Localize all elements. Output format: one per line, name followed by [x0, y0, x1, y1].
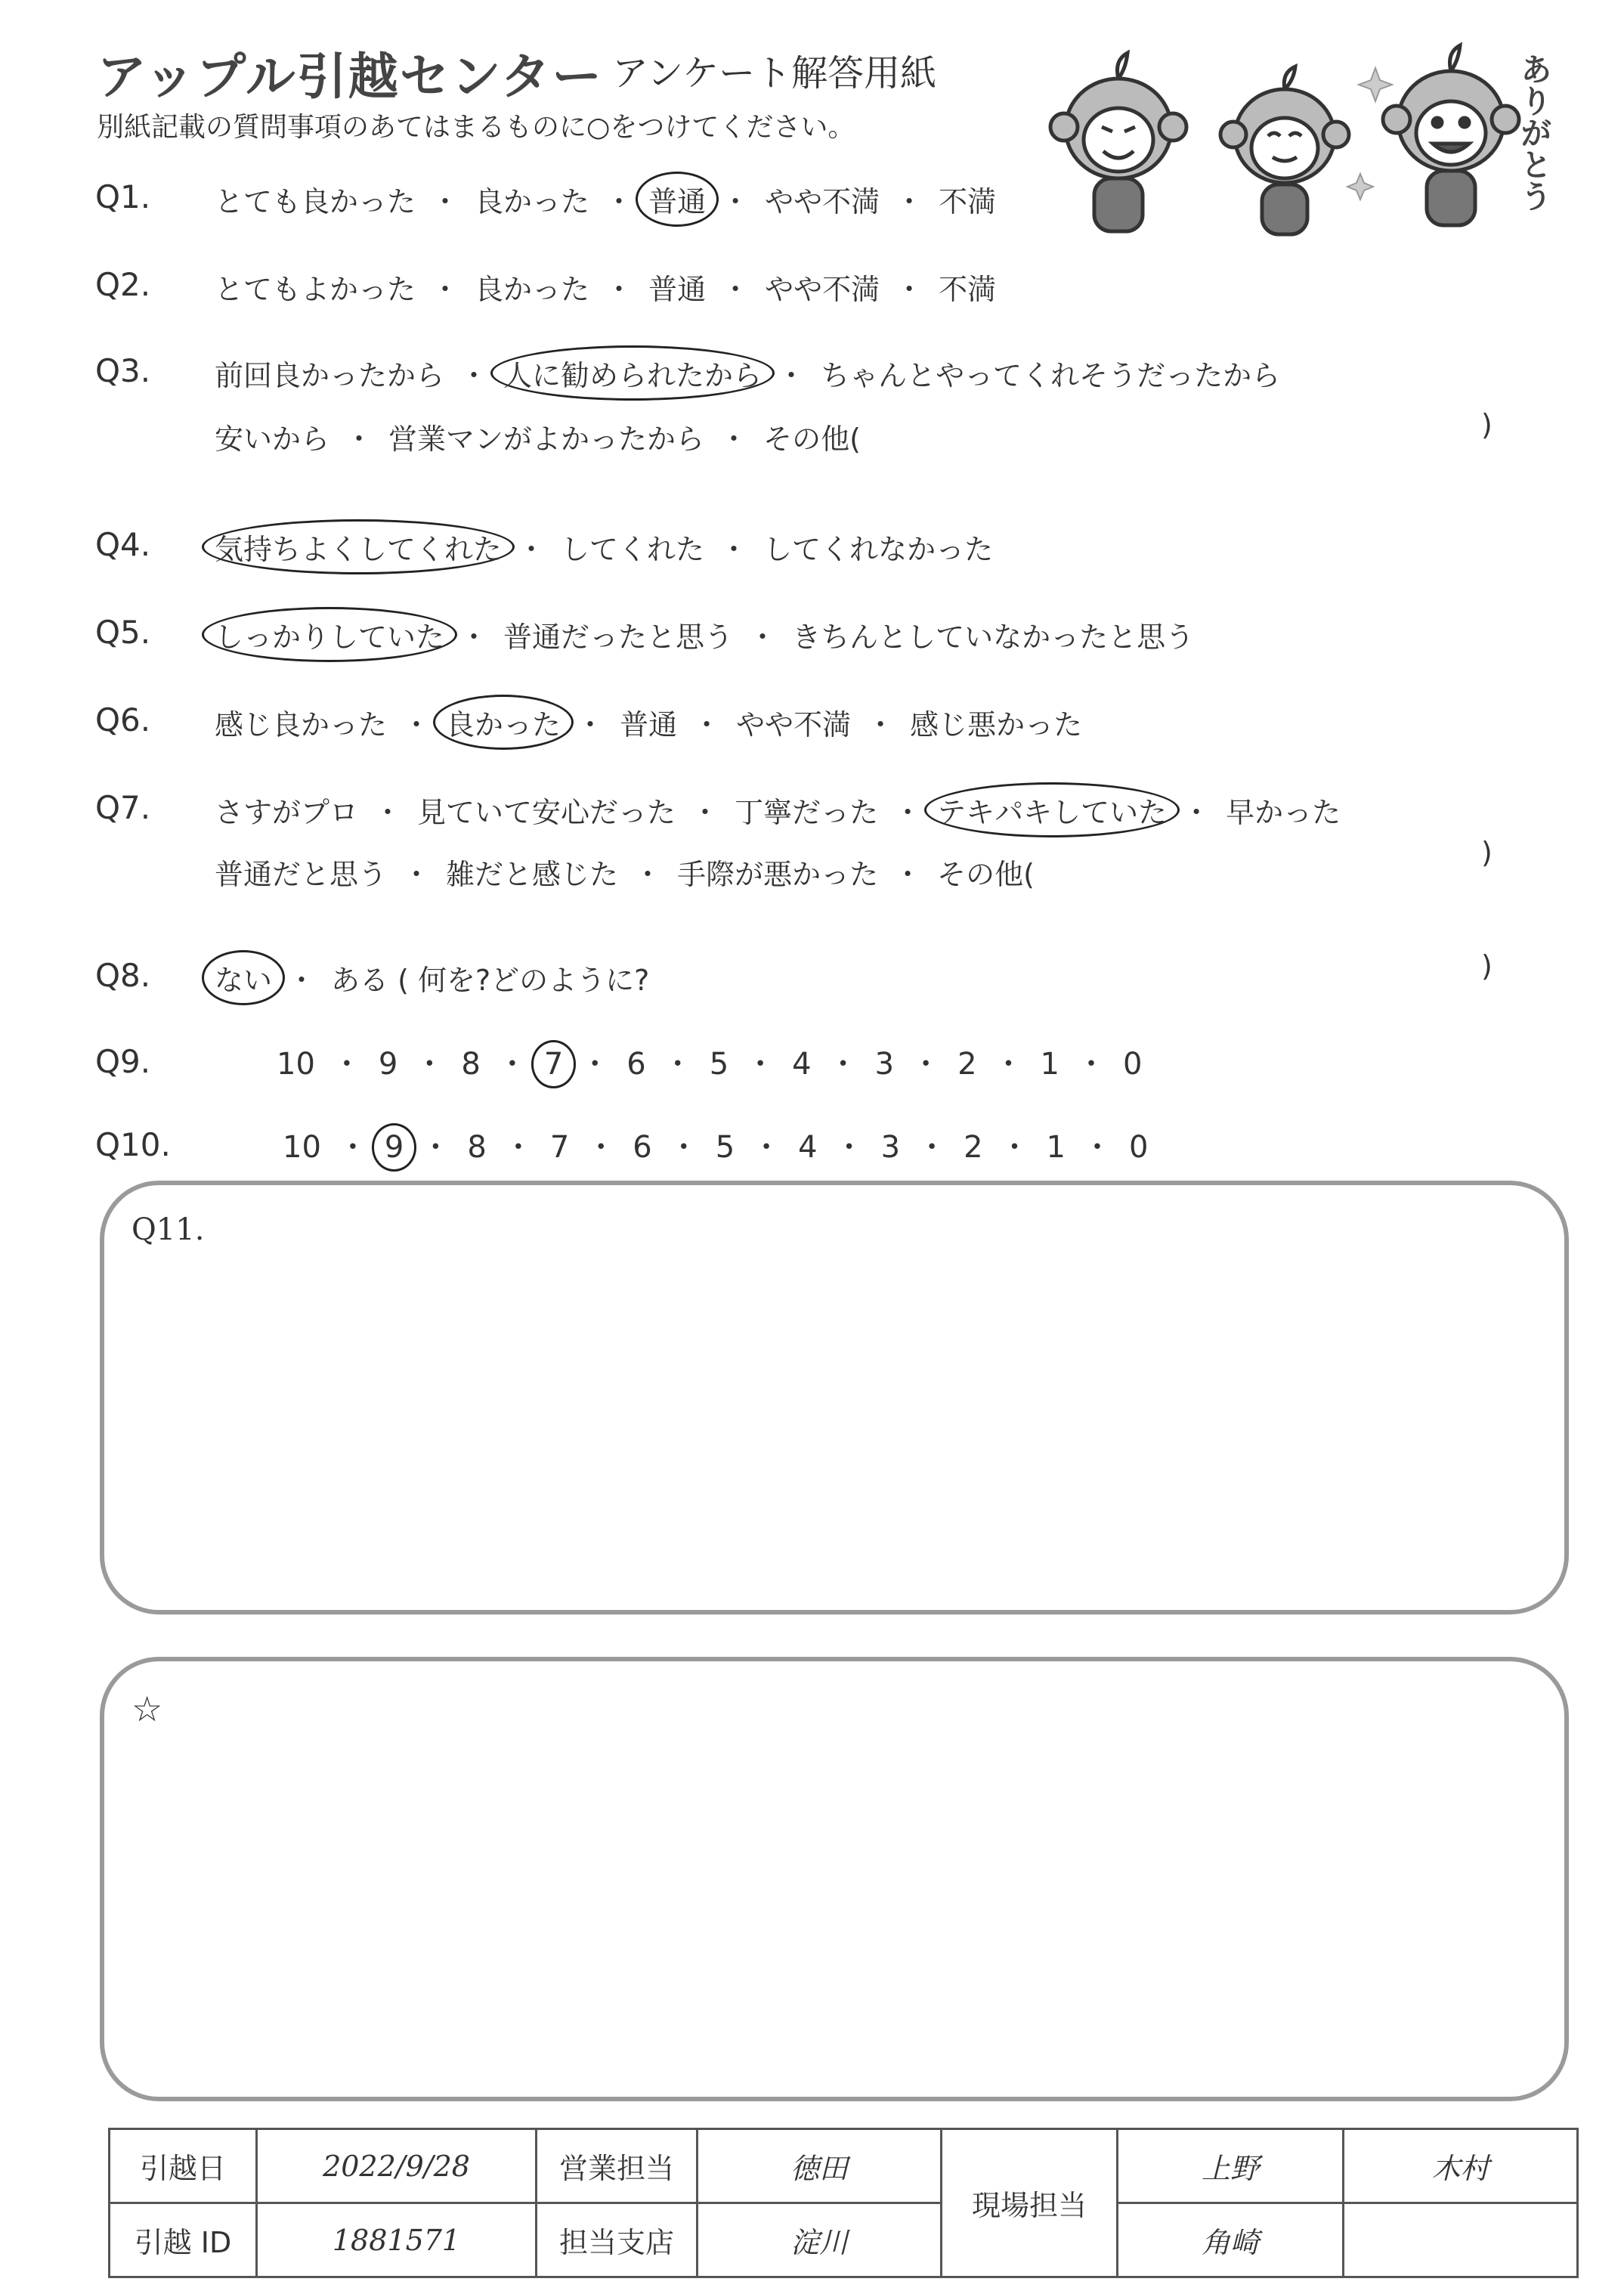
option[interactable]: ちゃんとやってくれそうだったから	[821, 359, 1281, 392]
option[interactable]: 普通だったと思う	[503, 621, 734, 654]
rating-option[interactable]: 5	[715, 1130, 735, 1165]
option[interactable]: 感じ良かった	[215, 708, 388, 741]
question-options-q7-line2: 普通だと思う ・ 雑だと感じた ・ 手際が悪かった ・ その他(	[215, 851, 1035, 893]
site-staff-label: 現場担当	[942, 2129, 1118, 2277]
question-label-q1: Q1.	[95, 178, 151, 215]
question-label-q5: Q5.	[95, 614, 151, 651]
question-label-q3: Q3.	[95, 352, 151, 389]
question-options-q2: とてもよかった ・ 良かった ・ 普通 ・ やや不満 ・ 不満	[215, 266, 996, 308]
question-options-q8: ない ・ ある ( 何を?どのように?	[215, 957, 649, 998]
option[interactable]: 前回良かったから	[215, 359, 445, 392]
option-selected[interactable]: しっかりしていた	[202, 607, 457, 662]
rating-option[interactable]: 0	[1128, 1130, 1149, 1165]
form-instruction: 別紙記載の質問事項のあてはまるものに○をつけてください。	[97, 112, 855, 143]
sales-value[interactable]: 徳田	[698, 2129, 942, 2203]
option[interactable]: 普通	[648, 273, 707, 306]
move-date-value[interactable]: 2022/9/28	[257, 2129, 537, 2203]
option[interactable]: 良かった	[475, 185, 590, 218]
question-label-q7: Q7.	[95, 789, 151, 826]
option[interactable]: とてもよかった	[215, 273, 416, 306]
rating-option[interactable]: 8	[467, 1130, 487, 1165]
option[interactable]: 営業マンがよかったから	[388, 423, 705, 456]
rating-option[interactable]: 0	[1122, 1047, 1143, 1082]
rating-option-selected[interactable]: 9	[372, 1123, 416, 1172]
question-options-q7-line1: さすがプロ ・ 見ていて安心だった ・ 丁寧だった ・ テキパキしていた ・ 早かった	[215, 789, 1341, 831]
star-icon: ☆	[131, 1689, 163, 1729]
rating-option[interactable]: 2	[957, 1047, 977, 1082]
rating-option[interactable]: 9	[378, 1047, 398, 1082]
question-label-q10: Q10.	[95, 1126, 171, 1163]
move-id-label: 引越 ID	[110, 2203, 257, 2277]
question-label-q6: Q6.	[95, 701, 151, 738]
form-subtitle: アンケート解答用紙	[612, 52, 937, 94]
move-id-value[interactable]: 1881571	[257, 2203, 537, 2277]
monkey-mascot-illustration	[1028, 38, 1572, 249]
sparkle-icon	[1347, 68, 1392, 200]
option[interactable]: きちんとしていなかったと思う	[792, 621, 1195, 654]
rating-option[interactable]: 10	[277, 1047, 315, 1082]
option[interactable]: 不満	[939, 273, 997, 306]
option[interactable]: 丁寧だった	[735, 796, 879, 829]
option[interactable]: 普通	[620, 708, 678, 741]
monkey-icon	[1050, 53, 1186, 231]
option[interactable]: ある ( 何を?どのように?	[331, 964, 650, 997]
option-selected[interactable]: ない	[202, 950, 285, 1005]
option-selected[interactable]: 普通	[636, 172, 719, 227]
rating-option[interactable]: 6	[633, 1130, 652, 1165]
footer-info-table	[108, 2128, 1579, 2278]
option-selected[interactable]: テキパキしていた	[924, 782, 1180, 837]
question-options-q6: 感じ良かった ・ 良かった ・ 普通 ・ やや不満 ・ 感じ悪かった	[215, 701, 1082, 743]
rating-option[interactable]: 6	[626, 1047, 646, 1082]
rating-option[interactable]: 8	[461, 1047, 481, 1082]
rating-scale-q9: 10 ・ 9 ・ 8 ・ 7 ・ 6 ・ 5 ・ 4 ・ 3 ・ 2 ・ 1 ・ 0	[277, 1040, 1142, 1083]
rating-option[interactable]: 3	[874, 1047, 895, 1082]
close-paren: )	[1481, 408, 1493, 441]
question-label-q2: Q2.	[95, 266, 151, 303]
rating-option-selected[interactable]: 7	[531, 1040, 576, 1088]
close-paren: )	[1481, 836, 1493, 869]
option-other[interactable]: その他(	[763, 423, 861, 456]
option[interactable]: やや不満	[765, 273, 880, 306]
option[interactable]: やや不満	[736, 708, 852, 741]
option[interactable]: 普通だと思う	[215, 858, 388, 891]
monkey-icon	[1383, 45, 1519, 225]
move-date-label: 引越日	[110, 2129, 257, 2203]
branch-value[interactable]: 淀川	[698, 2203, 942, 2277]
monkey-icon	[1220, 67, 1349, 234]
rating-option[interactable]: 1	[1040, 1047, 1059, 1082]
option-selected[interactable]: 人に勧められたから	[490, 345, 775, 401]
option[interactable]: 早かった	[1226, 796, 1341, 829]
q11-label: Q11.	[131, 1212, 205, 1247]
rating-option[interactable]: 5	[709, 1047, 729, 1082]
question-options-q1: とても良かった ・ 良かった ・ 普通 ・ やや不満 ・ 不満	[215, 178, 996, 220]
option[interactable]: 見ていて安心だった	[417, 796, 676, 829]
rating-option[interactable]: 10	[283, 1130, 321, 1165]
branch-label: 担当支店	[537, 2203, 698, 2277]
option[interactable]: さすがプロ	[215, 796, 359, 829]
rating-option[interactable]: 7	[549, 1130, 570, 1165]
mascot-thanks-text: ありがとう	[1516, 53, 1553, 212]
option[interactable]: 雑だと感じた	[446, 858, 619, 891]
question-options-q4: 気持ちよくしてくれた ・ してくれた ・ してくれなかった	[215, 526, 993, 568]
question-label-q8: Q8.	[95, 957, 151, 994]
option[interactable]: 安いから	[215, 423, 330, 456]
question-label-q9: Q9.	[95, 1043, 151, 1080]
rating-option[interactable]: 4	[792, 1047, 812, 1082]
option[interactable]: やや不満	[765, 185, 880, 218]
option[interactable]: してくれなかった	[763, 533, 994, 566]
site-staff-3[interactable]: 角崎	[1118, 2203, 1344, 2277]
option[interactable]: 感じ悪かった	[910, 708, 1083, 741]
rating-option[interactable]: 2	[964, 1130, 983, 1165]
question-options-q3-line1: 前回良かったから ・ 人に勧められたから ・ ちゃんとやってくれそうだったから	[215, 352, 1280, 394]
close-paren: )	[1481, 949, 1493, 983]
option[interactable]: してくれた	[561, 533, 705, 566]
option[interactable]: 手際が悪かった	[677, 858, 879, 891]
option[interactable]: とても良かった	[215, 185, 416, 218]
question-label-q4: Q4.	[95, 526, 151, 563]
star-comment-box[interactable]	[100, 1657, 1569, 2101]
option-selected[interactable]: 気持ちよくしてくれた	[202, 519, 515, 574]
q11-comment-box[interactable]	[100, 1181, 1569, 1614]
site-staff-4[interactable]	[1344, 2203, 1578, 2277]
option[interactable]: 良かった	[475, 273, 590, 306]
question-options-q3-line2: 安いから ・ 営業マンがよかったから ・ その他(	[215, 416, 861, 457]
option[interactable]: 不満	[939, 185, 997, 218]
sales-label: 営業担当	[537, 2129, 698, 2203]
site-staff-1[interactable]: 上野	[1118, 2129, 1344, 2203]
option-selected[interactable]: 良かった	[433, 695, 574, 750]
question-options-q5: しっかりしていた ・ 普通だったと思う ・ きちんとしていなかったと思う	[215, 614, 1194, 655]
rating-option[interactable]: 4	[798, 1130, 818, 1165]
option-other[interactable]: その他(	[937, 858, 1035, 891]
rating-scale-q10: 10 ・ 9 ・ 8 ・ 7 ・ 6 ・ 5 ・ 4 ・ 3 ・ 2 ・ 1 ・ 0	[283, 1123, 1148, 1166]
rating-option[interactable]: 1	[1046, 1130, 1066, 1165]
company-title: アップル引越センター	[97, 48, 604, 106]
site-staff-2[interactable]: 木村	[1344, 2129, 1578, 2203]
rating-option[interactable]: 3	[880, 1130, 901, 1165]
